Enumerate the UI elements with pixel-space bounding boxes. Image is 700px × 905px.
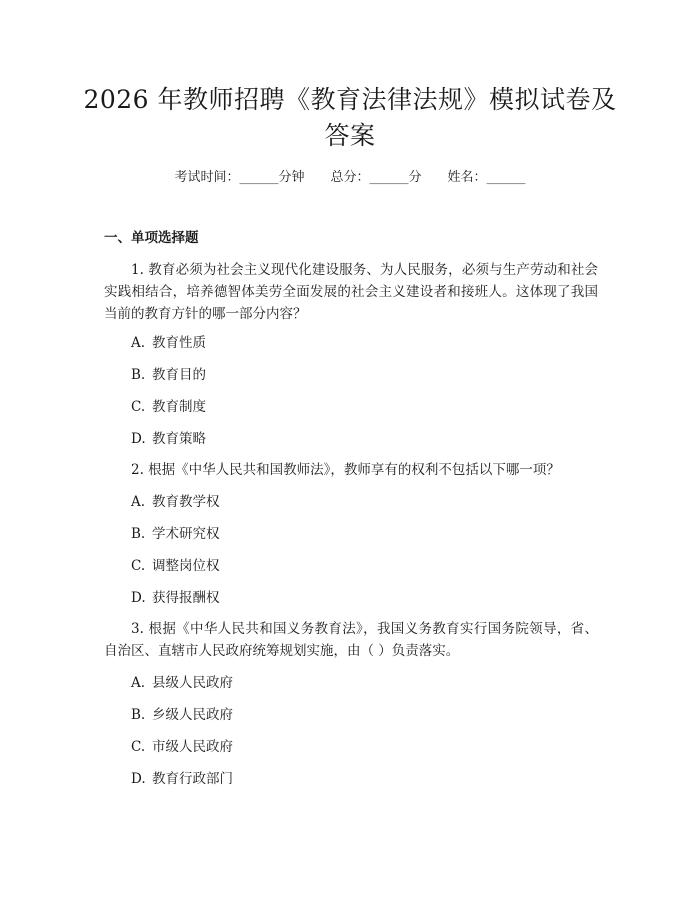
question-3-option-a	[131, 673, 233, 693]
question-2-text: 2. 根据《中华人民共和国教师法》，教师享有的权利不包括以下哪一项？	[131, 462, 560, 478]
total-score-unit: 分	[408, 170, 422, 185]
option-text: 教育制度	[152, 399, 206, 415]
option-key: A.	[131, 494, 146, 510]
question-2-option-a	[131, 492, 220, 512]
exam-time-blank: ______	[239, 170, 279, 185]
question-3-option-d	[131, 769, 233, 789]
question-1-option-a	[131, 333, 206, 353]
option-key: B.	[131, 707, 146, 723]
question-2-option-d	[131, 588, 220, 608]
option-text: 获得报酬权	[152, 590, 220, 606]
option-key: A.	[131, 335, 146, 351]
exam-info-line	[0, 168, 700, 188]
question-1-option-d	[131, 429, 206, 449]
question-3-option-c	[131, 737, 233, 757]
option-key: D.	[131, 771, 146, 787]
option-text: 县级人民政府	[152, 675, 233, 691]
question-1-text: 1. 教育必须为社会主义现代化建设服务、为人民服务，必须与生产劳动和社会实践相结合，培养德智体美劳全面发展的社会主义建设者和接班人。这体现了我国当前的教育方针的哪一部分内容？	[104, 262, 598, 322]
option-text: 教育目的	[152, 367, 206, 383]
option-text: 乡级人民政府	[152, 707, 233, 723]
option-key: B.	[131, 367, 146, 383]
section-heading: 一、单项选择题	[104, 230, 199, 246]
total-score-label: 总分：	[330, 170, 370, 185]
student-name-label: 姓名：	[447, 170, 487, 185]
option-text: 教育性质	[152, 335, 206, 351]
option-key: C.	[131, 558, 146, 574]
question-3-text: 3. 根据《中华人民共和国义务教育法》，我国义务教育实行国务院领导，省、自治区、直辖市人民政府统筹规划实施，由（ ）负责落实。	[104, 621, 598, 659]
total-score-blank: ______	[369, 170, 409, 185]
option-key: B.	[131, 526, 146, 542]
question-2-option-b	[131, 524, 220, 544]
student-name-blank: ______	[486, 170, 526, 185]
option-text: 教育策略	[152, 431, 206, 447]
option-key: A.	[131, 675, 146, 691]
option-key: D.	[131, 590, 146, 606]
question-3-option-b	[131, 705, 233, 725]
document-title: 2026 年教师招聘《教育法律法规》模拟试卷及答案	[83, 85, 617, 150]
option-text: 教育行政部门	[152, 771, 233, 787]
option-text: 教育教学权	[152, 494, 220, 510]
exam-time-label: 考试时间：	[174, 170, 240, 185]
option-key: C.	[131, 399, 146, 415]
option-text: 市级人民政府	[152, 739, 233, 755]
question-1-option-c	[131, 397, 206, 417]
question-1-option-b	[131, 365, 206, 385]
option-text: 学术研究权	[152, 526, 220, 542]
option-key: D.	[131, 431, 146, 447]
exam-time-unit: 分钟	[278, 170, 305, 185]
option-key: C.	[131, 739, 146, 755]
option-text: 调整岗位权	[152, 558, 220, 574]
question-2-option-c	[131, 556, 220, 576]
